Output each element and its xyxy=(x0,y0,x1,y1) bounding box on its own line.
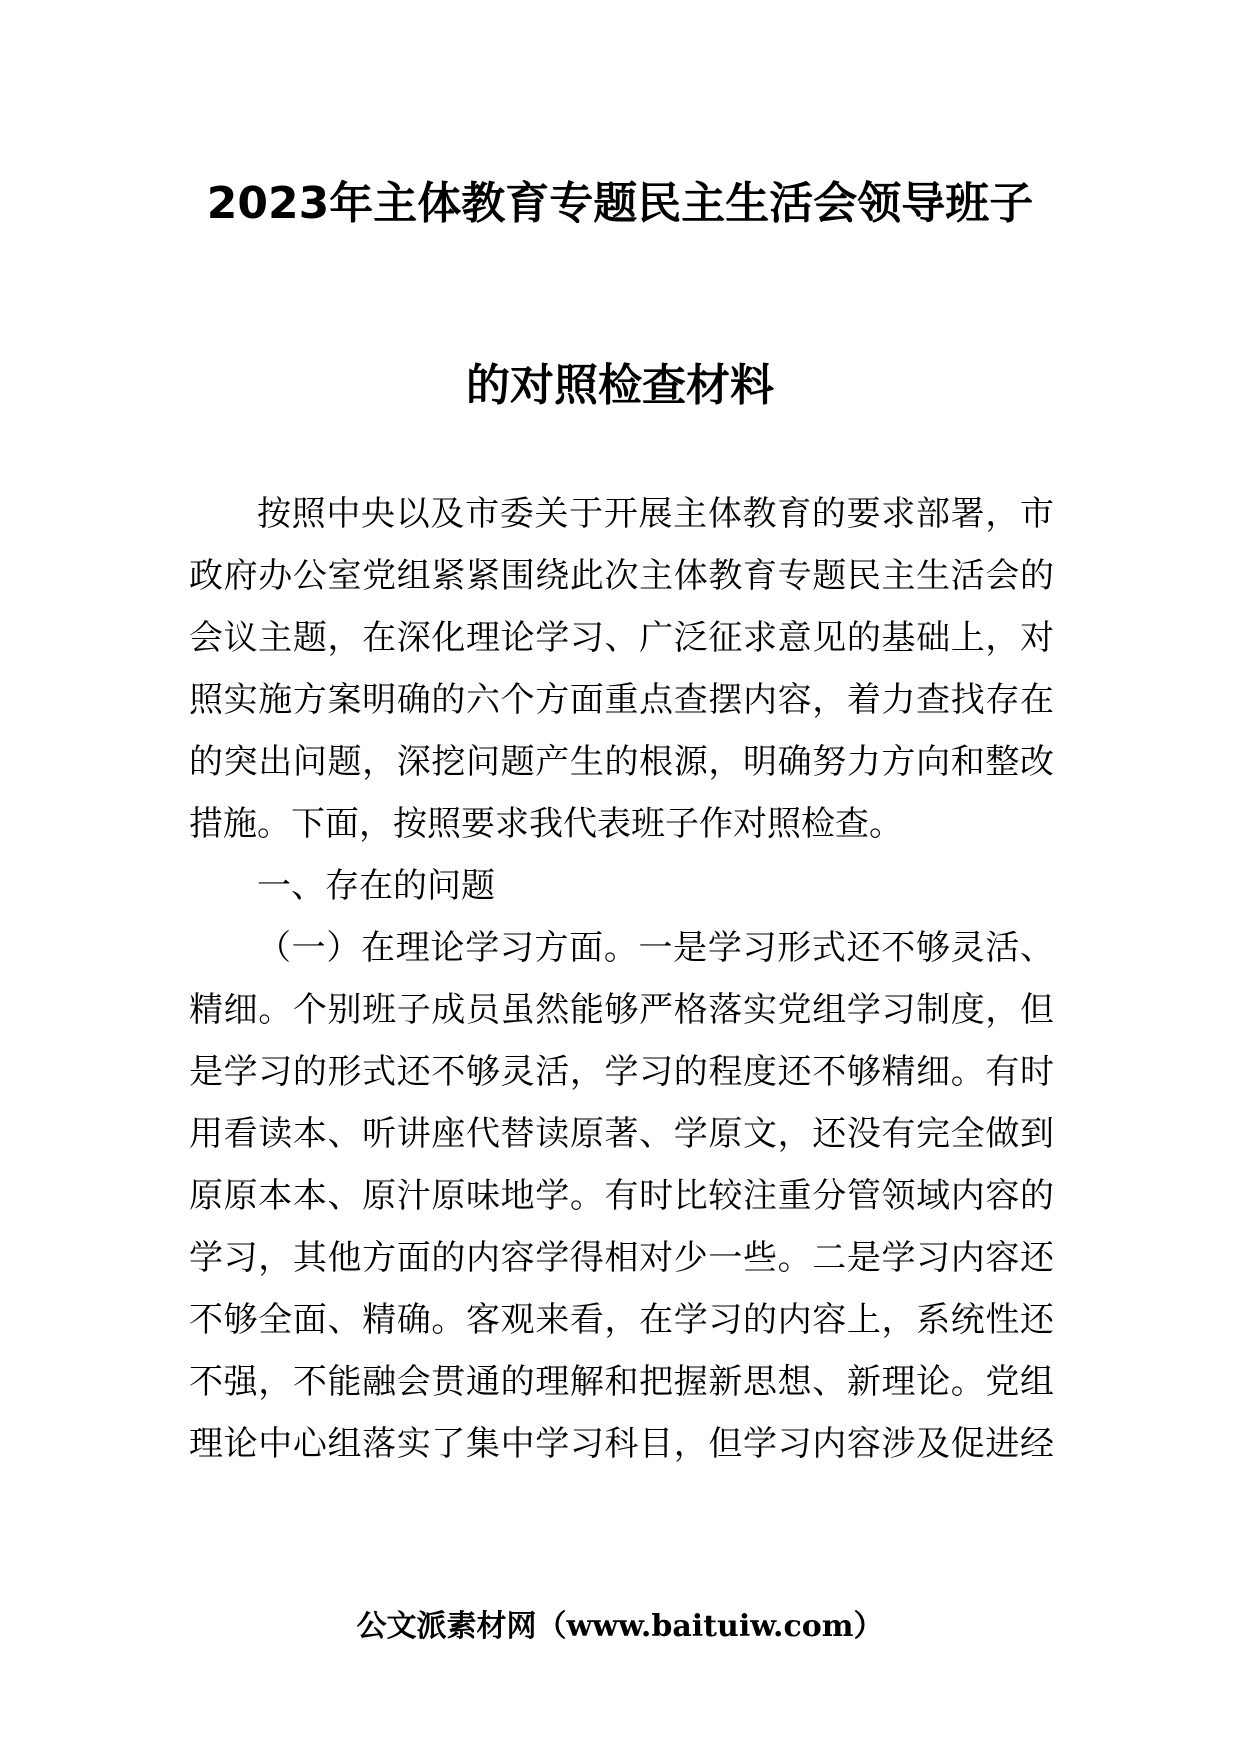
document-title-line-2: 的对照检查材料 xyxy=(466,360,774,411)
paragraph-2-line-6: 学习，其他方面的内容学得相对少一些。二是学习内容还 xyxy=(189,1238,1054,1278)
paragraph-1-line-2: 政府办公室党组紧紧围绕此次主体教育专题民主生活会的 xyxy=(189,556,1054,596)
paragraph-1-line-1: 按照中央以及市委关于开展主体教育的要求部署，市 xyxy=(257,494,1054,534)
paragraph-2-line-4: 用看读本、听讲座代替读原著、学原文，还没有完全做到 xyxy=(189,1114,1054,1154)
paragraph-2-line-1: （一）在理论学习方面。一是学习形式还不够灵活、 xyxy=(257,928,1054,968)
page-footer-source: 公文派素材网（www.baituiw.com） xyxy=(356,1609,884,1644)
paragraph-1-line-3: 会议主题，在深化理论学习、广泛征求意见的基础上，对 xyxy=(189,618,1054,658)
section-heading: 一、存在的问题 xyxy=(257,866,495,906)
paragraph-1-line-5: 的突出问题，深挖问题产生的根源，明确努力方向和整改 xyxy=(189,742,1054,782)
paragraph-2-line-2: 精细。个别班子成员虽然能够严格落实党组学习制度，但 xyxy=(189,990,1054,1030)
paragraph-1-line-6: 措施。下面，按照要求我代表班子作对照检查。 xyxy=(189,804,903,844)
paragraph-2-line-7: 不够全面、精确。客观来看，在学习的内容上，系统性还 xyxy=(189,1300,1054,1340)
paragraph-2-line-9: 理论中心组落实了集中学习科目，但学习内容涉及促进经 xyxy=(189,1424,1054,1464)
document-title-line-1: 2023年主体教育专题民主生活会领导班子 xyxy=(206,178,1034,229)
paragraph-2-line-3: 是学习的形式还不够灵活，学习的程度还不够精细。有时 xyxy=(189,1052,1054,1092)
paragraph-2-line-5: 原原本本、原汁原味地学。有时比较注重分管领域内容的 xyxy=(189,1176,1054,1216)
paragraph-2-line-8: 不强，不能融会贯通的理解和把握新思想、新理论。党组 xyxy=(189,1362,1054,1402)
paragraph-1-line-4: 照实施方案明确的六个方面重点查摆内容，着力查找存在 xyxy=(189,680,1054,720)
